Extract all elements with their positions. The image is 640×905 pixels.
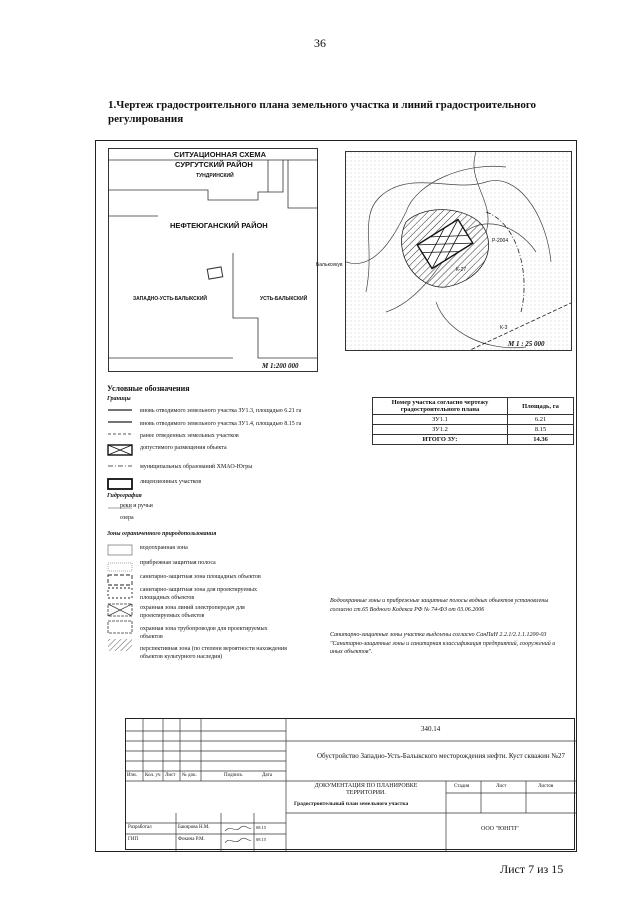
stamp-date: 08.15 [256, 837, 267, 842]
stamp-date: 08.15 [256, 825, 267, 830]
area-table-col-area: Площадь, га [508, 398, 574, 415]
detail-map-contours [346, 152, 572, 351]
district-nefteyugansk: НЕФТЕЮГАНСКИЙ РАЙОН [170, 221, 268, 230]
legend-zone-heritage: перспективная зона (по степени вероятности нахождения объектов культурного наследия) [140, 646, 287, 660]
stamp-col-date: Дата [262, 773, 272, 778]
table-row-total [373, 435, 574, 445]
title-block [125, 718, 575, 850]
legend-zone-water: водоохранная зона [140, 545, 188, 551]
page-number: 36 [314, 36, 326, 50]
detail-label-k3: К-3 [500, 325, 508, 331]
detail-label-r2004: Р-2004 [492, 238, 509, 244]
table-row [373, 425, 574, 435]
note-sanitary-zones: Санитарно-защитные зоны участка выделены согласно СанПиН 2.2.1/2.1.1.1200-03 "Санитарно-защитные зоны и санитарная классификация предприятий, сооружений и иных объектов". [330, 632, 556, 655]
area-table-area: 6.21 [508, 415, 574, 425]
legend-hydro-lakes: озера [120, 515, 134, 521]
field-ust-balyk: УСТЬ-БАЛЫКСКИЙ [260, 296, 308, 302]
area-table-id: ЗУ1.1 [373, 415, 508, 425]
stamp-role: ГИП [128, 837, 139, 842]
detail-label-k27: К-27 [456, 267, 467, 273]
stamp-col-kol: Кол. уч [145, 773, 161, 778]
area-table-total-value: 14.36 [508, 435, 574, 445]
legend-section-zones: Зоны ограниченного природопользования [107, 531, 217, 537]
stamp-col-list: Лист [165, 773, 176, 778]
field-tundrinsky: ТУНДРИНСКИЙ [196, 173, 234, 179]
stamp-doc-title: ДОКУМЕНТАЦИЯ ПО ПЛАНИРОВКЕ ТЕРРИТОРИИ. [314, 783, 418, 796]
area-table-id: ЗУ1.2 [373, 425, 508, 435]
field-west-ust-balyk: ЗАПАДНО-УСТЬ-БАЛЫКСКИЙ [133, 296, 208, 302]
stamp-company: ООО "ЮНГП" [481, 826, 519, 832]
legend-item-zu14: вновь отводимого земельного участка ЗУ1.4, площадью 8.15 га [140, 421, 302, 427]
page-heading: 1.Чертеж градостроительного плана земельного участка и линий градостроительного регулирования [108, 99, 537, 125]
stamp-name: Бакирова Н.М. [178, 825, 210, 830]
legend-item-placement: допустимого размещения объекта [140, 445, 227, 451]
area-table-total-label: ИТОГО ЗУ: [373, 435, 508, 445]
legend-symbols [106, 405, 136, 695]
note-water-zones: Водоохранные зоны и прибрежные защитные полосы водных объектов установлены согласно ст.65 Водного Кодекса РФ № 74-ФЗ от 03.06.2006 [330, 598, 549, 613]
stamp-col-izm: Изм. [127, 773, 137, 778]
legend-zone-pipeline: охранная зона трубопроводов для проектируемых объектов [140, 626, 268, 640]
legend-section-hydro: Гидрография [107, 493, 142, 499]
legend-zone-sanitary-planned: санитарно-защитная зона для проектируемых площадных объектов [140, 587, 257, 601]
detail-map [345, 151, 572, 351]
stamp-col-doc: № док. [182, 773, 197, 778]
stamp-role: Разработал [128, 825, 152, 830]
legend-item-zu13: вновь отводимого земельного участка ЗУ1.3, площадью 6.21 га [140, 408, 302, 414]
detail-label-side: Бальксекув [316, 262, 343, 268]
scheme-boundaries [108, 148, 318, 372]
stamp-sheet-header: Лист [496, 784, 507, 789]
legend-item-prev-allotted: ранее отведенных земельных участков [140, 433, 239, 439]
stamp-col-sign: Подпись [224, 773, 243, 778]
stamp-object: Обустройство Западно-Усть-Балыкского месторождения нефти. Куст скважин №27 [316, 752, 566, 760]
stamp-sheets-header: Листов [538, 784, 554, 789]
legend-item-municipal: муниципальных образований ХМАО-Югры [140, 464, 253, 470]
stamp-name: Фокина Р.М. [178, 837, 205, 842]
legend-zone-sanitary: санитарно-защитная зона площадных объектов [140, 574, 261, 580]
area-table [372, 397, 574, 445]
stamp-stage-header: Стадия [454, 784, 470, 789]
legend-zone-coastal: прибрежная защитная полоса [140, 560, 216, 566]
area-table-col-number: Номер участка согласно чертежу градостроительного плана [373, 398, 508, 415]
district-surgut: СУРГУТСКИЙ РАЙОН [175, 160, 253, 169]
legend-zone-power: охранная зона линий электропередач для проектируемых объектов [140, 605, 245, 619]
legend-title: Условные обозначения [107, 384, 190, 393]
table-row [373, 415, 574, 425]
sheet-label: Лист 7 из 15 [500, 862, 564, 876]
scheme-title: СИТУАЦИОННАЯ СХЕМА [173, 150, 267, 159]
area-table-area: 8.15 [508, 425, 574, 435]
legend-section-borders: Границы [107, 396, 131, 402]
legend-item-license: лицензионных участков [140, 479, 202, 485]
signature-marks [223, 822, 253, 848]
scheme-scale: М 1:200 000 [262, 362, 299, 370]
stamp-code: 340.14 [421, 725, 441, 733]
detail-scale: М 1 : 25 000 [508, 340, 545, 348]
stamp-plan-title: Градостроительный план земельного участка [294, 801, 409, 807]
legend-hydro-rivers: реки и ручьи [120, 503, 153, 509]
